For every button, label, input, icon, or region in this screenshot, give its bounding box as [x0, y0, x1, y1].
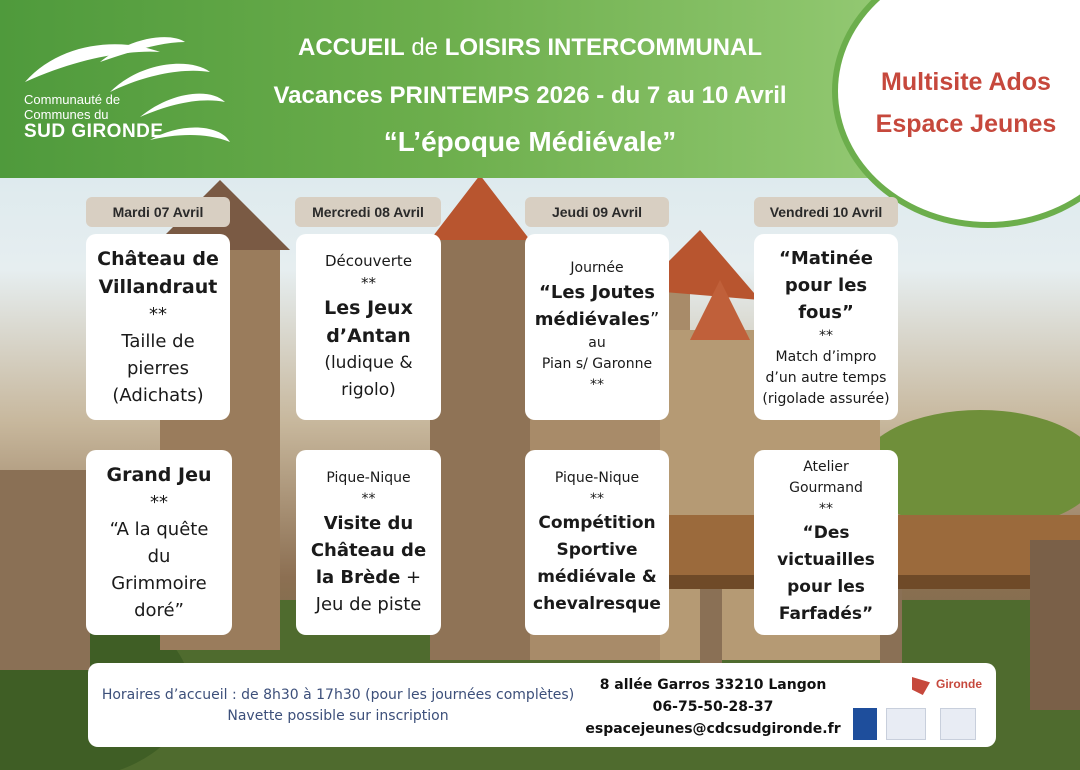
page-subtitle: Vacances PRINTEMPS 2026 - du 7 au 10 Avril: [273, 82, 787, 109]
badge-line-2: Espace Jeunes: [875, 110, 1057, 138]
gironde-logo-icon: [912, 677, 930, 695]
footer-contact: [568, 674, 858, 740]
logo-line-1: Communauté de: [24, 92, 121, 107]
caf-logo-icon: [853, 708, 877, 740]
academie-logo-icon: [886, 708, 926, 740]
logo-line-3: SUD GIRONDE: [24, 121, 164, 142]
day-label-friday: Vendredi 10 Avril: [754, 197, 898, 227]
footer-info: [88, 663, 996, 747]
gironde-logo-text: Gironde: [936, 677, 983, 691]
address: 8 allée Garros 33210 Langon: [599, 677, 827, 693]
day-label-tuesday: Mardi 07 Avril: [86, 197, 230, 227]
footer-hours: [98, 685, 578, 727]
logo-line-2: Communes du: [24, 107, 109, 122]
card-thursday-morning: Journée “Les Joutes médiévales” au Pian s/ Garonne **: [525, 234, 669, 420]
card-thursday-afternoon: Pique-Nique ** Compétition Sportive médiévale & chevalresque: [525, 450, 669, 635]
phone-number: 06-75-50-28-37: [652, 699, 774, 715]
badge-line-1: Multisite Ados: [881, 68, 1051, 96]
day-label-wednesday: Mercredi 08 Avril: [295, 197, 441, 227]
shuttle-info: Navette possible sur inscription: [227, 708, 449, 724]
partner-logo-icon: [940, 708, 976, 740]
card-tuesday-afternoon: Grand Jeu ** “A la quête du Grimmoire doré”: [86, 450, 232, 635]
card-wednesday-afternoon: Pique-Nique ** Visite du Château de la Brède + Jeu de piste: [296, 450, 441, 635]
cdc-logo-text: [24, 92, 164, 142]
opening-hours: Horaires d’accueil : de 8h30 à 17h30 (pour les journées complètes): [101, 687, 575, 703]
page-title: ACCUEIL de LOISIRS INTERCOMMUNAL: [297, 34, 763, 61]
card-friday-morning: “Matinée pour les fous” ** Match d’impro d’un autre temps (rigolade assurée): [754, 234, 898, 420]
card-friday-afternoon: Atelier Gourmand ** “Des victuailles pour les Farfadés”: [754, 450, 898, 635]
card-wednesday-morning: Découverte ** Les Jeux d’Antan (ludique & rigolo): [296, 234, 441, 420]
card-tuesday-morning: Château de Villandraut ** Taille de pierres (Adichats): [86, 234, 230, 420]
page-theme: “L’époque Médiévale”: [383, 126, 677, 157]
email-link[interactable]: espacejeunes@cdcsudgironde.fr: [585, 721, 841, 737]
day-label-thursday: Jeudi 09 Avril: [525, 197, 669, 227]
